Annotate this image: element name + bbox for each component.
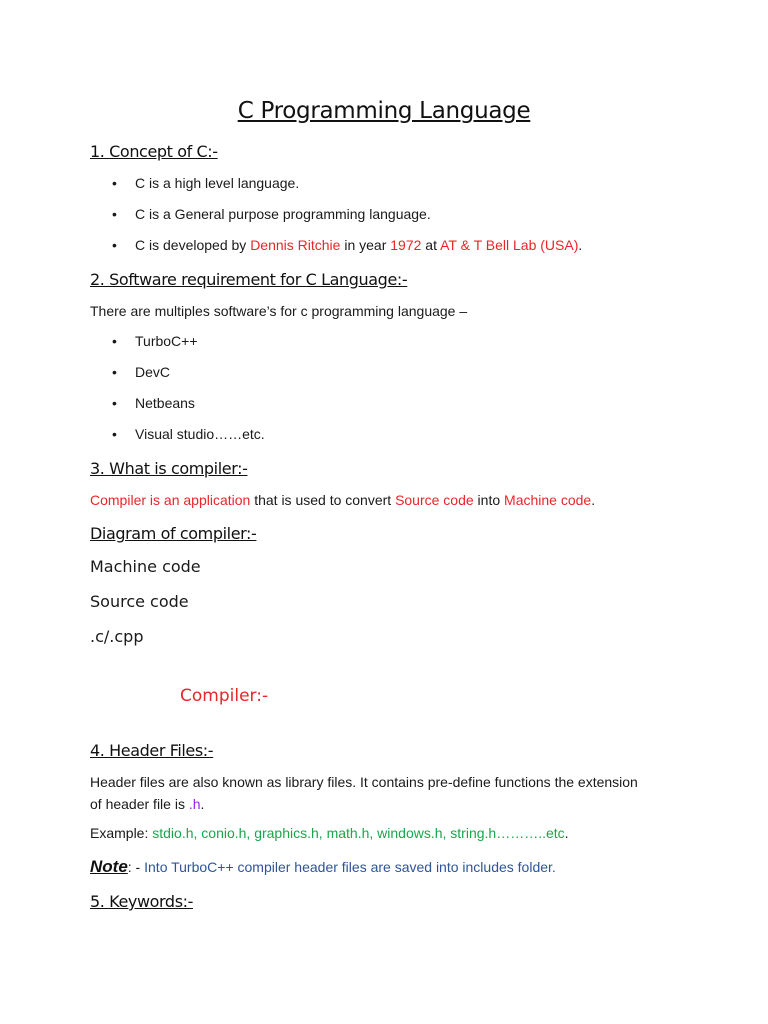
bullet-icon: • xyxy=(112,175,117,191)
list-item: • Netbeans xyxy=(112,395,195,411)
list-item: • C is a high level language. xyxy=(112,175,300,191)
author-name: Dennis Ritchie xyxy=(250,237,341,253)
heading-software: 2. Software requirement for C Language:- xyxy=(90,270,408,289)
heading-concept: 1. Concept of C:- xyxy=(90,142,218,161)
heading-diagram: Diagram of compiler:- xyxy=(90,524,257,543)
diagram-source-code: Source code xyxy=(90,592,189,611)
heading-compiler: 3. What is compiler:- xyxy=(90,459,248,478)
bullet-icon: • xyxy=(112,237,117,253)
software-intro: There are multiples software’s for c programming language – xyxy=(90,303,468,319)
header-files-note: Note: - Into TurboC++ compiler header files are saved into includes folder. xyxy=(90,857,556,876)
note-text: Into TurboC++ compiler header files are saved into includes folder. xyxy=(144,859,556,875)
list-item: • TurboC++ xyxy=(112,333,198,349)
list-item: • Visual studio……etc. xyxy=(112,426,265,442)
bullet-icon: • xyxy=(112,333,117,349)
note-label: Note xyxy=(90,857,128,876)
compiler-definition: Compiler is an application that is used to convert Source code into Machine code. xyxy=(90,492,596,508)
page-title: C Programming Language xyxy=(237,98,531,124)
list-item: • DevC xyxy=(112,364,171,380)
list-item: • C is a General purpose programming language. xyxy=(112,206,431,222)
bullet-icon: • xyxy=(112,364,117,380)
bullet-icon: • xyxy=(112,395,117,411)
example-list: stdio.h, conio.h, graphics.h, math.h, windows.h, string.h………..etc xyxy=(152,825,565,841)
extension-h: .h xyxy=(188,796,201,812)
year: 1972 xyxy=(390,237,422,253)
heading-header-files: 4. Header Files:- xyxy=(90,741,214,760)
header-files-line1: Header files are also known as library files. It contains pre-define functions the extension xyxy=(90,774,638,790)
header-files-line2: of header file is .h. xyxy=(90,796,205,812)
header-files-example: Example: stdio.h, conio.h, graphics.h, math.h, windows.h, string.h………..etc. xyxy=(90,825,569,841)
diagram-compiler-label: Compiler:- xyxy=(180,686,269,706)
bullet-icon: • xyxy=(112,426,117,442)
diagram-machine-code: Machine code xyxy=(90,557,201,576)
diagram-extension: .c/.cpp xyxy=(90,627,144,646)
heading-keywords: 5. Keywords:- xyxy=(90,892,193,911)
bullet-icon: • xyxy=(112,206,117,222)
list-item: • C is developed by Dennis Ritchie in year 1972 at AT & T Bell Lab (USA). xyxy=(112,237,583,253)
lab-name: AT & T Bell Lab (USA) xyxy=(440,237,579,253)
